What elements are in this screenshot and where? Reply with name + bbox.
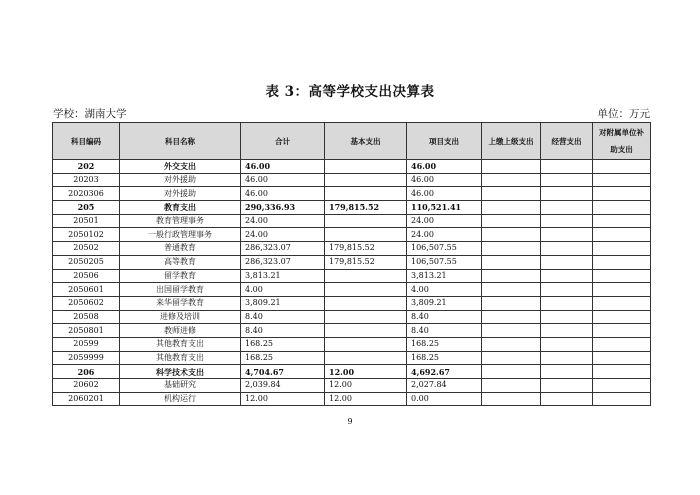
table-row [53,392,651,406]
cell-basic: 12.00 [325,365,407,379]
cell-project: 168.25 [407,337,482,351]
cell-code: 20508 [53,310,120,324]
cell-subsidy [593,269,651,283]
cell-subsidy [593,324,651,338]
cell-total: 4,704.67 [241,365,325,379]
cell-upper [482,283,541,297]
cell-upper [482,296,541,310]
table-row [53,160,651,174]
table-row [53,214,651,228]
cell-name: 一般行政管理事务 [120,228,241,242]
cell-total: 4.00 [241,283,325,297]
table-row [53,351,651,365]
cell-basic [325,351,407,365]
cell-project: 106,507.55 [407,255,482,269]
cell-subsidy [593,296,651,310]
col-header-upper: 上缴上级支出 [482,123,541,160]
col-header-name: 科目名称 [120,123,241,160]
cell-business [541,242,593,256]
cell-code: 20602 [53,379,120,393]
cell-name: 出国留学教育 [120,283,241,297]
cell-basic: 179,815.52 [325,255,407,269]
cell-name: 科学技术支出 [120,365,241,379]
cell-basic: 179,815.52 [325,242,407,256]
cell-business [541,337,593,351]
table-row [53,228,651,242]
header-row [53,123,651,160]
cell-basic [325,337,407,351]
cell-business [541,296,593,310]
cell-subsidy [593,365,651,379]
cell-project: 3,809.21 [407,296,482,310]
cell-project: 46.00 [407,160,482,174]
table-row [53,173,651,187]
table-row [53,283,651,297]
page-number: 9 [347,417,353,426]
cell-business [541,379,593,393]
cell-upper [482,310,541,324]
cell-project: 0.00 [407,392,482,406]
cell-name: 机构运行 [120,392,241,406]
cell-total: 168.25 [241,351,325,365]
cell-subsidy [593,187,651,201]
expenditure-table [52,122,651,406]
table-row [53,324,651,338]
cell-code: 2050601 [53,283,120,297]
cell-project: 4.00 [407,283,482,297]
cell-code: 20599 [53,337,120,351]
cell-code: 20506 [53,269,120,283]
cell-code: 2020306 [53,187,120,201]
cell-total: 12.00 [241,392,325,406]
cell-code: 205 [53,201,120,215]
cell-subsidy [593,242,651,256]
cell-name: 对外援助 [120,187,241,201]
cell-code: 2060201 [53,392,120,406]
cell-basic [325,160,407,174]
cell-name: 教育支出 [120,201,241,215]
cell-subsidy [593,173,651,187]
cell-business [541,283,593,297]
cell-total: 46.00 [241,173,325,187]
school-label: 学校：湖南大学 [53,108,127,120]
cell-project: 2,027.84 [407,379,482,393]
cell-upper [482,379,541,393]
cell-project: 24.00 [407,228,482,242]
cell-name: 教师进修 [120,324,241,338]
cell-total: 286,323.07 [241,255,325,269]
cell-name: 来华留学教育 [120,296,241,310]
cell-basic [325,324,407,338]
cell-total: 8.40 [241,324,325,338]
cell-upper [482,337,541,351]
cell-business [541,201,593,215]
cell-upper [482,160,541,174]
cell-project: 8.40 [407,310,482,324]
cell-business [541,187,593,201]
table-row [53,201,651,215]
col-header-code: 科目编码 [53,123,120,160]
cell-basic [325,187,407,201]
table-row [53,379,651,393]
cell-business [541,324,593,338]
cell-upper [482,187,541,201]
table-row [53,296,651,310]
cell-total: 24.00 [241,214,325,228]
cell-business [541,173,593,187]
cell-upper [482,201,541,215]
cell-total: 46.00 [241,187,325,201]
cell-business [541,269,593,283]
cell-name: 教育管理事务 [120,214,241,228]
cell-project: 3,813.21 [407,269,482,283]
table-row [53,242,651,256]
cell-basic [325,269,407,283]
table-row [53,365,651,379]
cell-code: 2050205 [53,255,120,269]
cell-code: 20203 [53,173,120,187]
cell-business [541,392,593,406]
cell-basic [325,296,407,310]
cell-name: 对外援助 [120,173,241,187]
cell-total: 290,336.93 [241,201,325,215]
cell-basic [325,310,407,324]
table-row [53,310,651,324]
cell-name: 外交支出 [120,160,241,174]
cell-name: 其他教育支出 [120,351,241,365]
cell-business [541,351,593,365]
cell-project: 24.00 [407,214,482,228]
cell-project: 46.00 [407,173,482,187]
col-header-total: 合计 [241,123,325,160]
cell-project: 4,692.67 [407,365,482,379]
cell-subsidy [593,351,651,365]
cell-code: 2050801 [53,324,120,338]
table-body [53,160,651,406]
cell-upper [482,255,541,269]
cell-upper [482,269,541,283]
cell-name: 普通教育 [120,242,241,256]
cell-total: 24.00 [241,228,325,242]
cell-name: 基础研究 [120,379,241,393]
unit-label: 单位：万元 [597,108,650,120]
table-title: 表 3：高等学校支出决算表 [265,84,435,100]
cell-subsidy [593,160,651,174]
cell-upper [482,351,541,365]
cell-code: 2050602 [53,296,120,310]
cell-total: 3,809.21 [241,296,325,310]
cell-basic [325,283,407,297]
cell-basic [325,214,407,228]
cell-upper [482,392,541,406]
cell-total: 168.25 [241,337,325,351]
cell-basic: 179,815.52 [325,201,407,215]
cell-total: 3,813.21 [241,269,325,283]
cell-business [541,214,593,228]
cell-code: 20502 [53,242,120,256]
cell-name: 进修及培训 [120,310,241,324]
col-header-subsidy: 对附属单位补助支出 [593,123,651,160]
cell-subsidy [593,214,651,228]
table-row [53,269,651,283]
cell-basic: 12.00 [325,392,407,406]
cell-code: 2059999 [53,351,120,365]
cell-code: 20501 [53,214,120,228]
cell-business [541,255,593,269]
cell-name: 留学教育 [120,269,241,283]
cell-total: 46.00 [241,160,325,174]
col-header-basic: 基本支出 [325,123,407,160]
cell-business [541,310,593,324]
cell-upper [482,173,541,187]
cell-code: 2050102 [53,228,120,242]
cell-subsidy [593,201,651,215]
cell-subsidy [593,255,651,269]
cell-subsidy [593,392,651,406]
cell-subsidy [593,379,651,393]
cell-total: 286,323.07 [241,242,325,256]
cell-project: 168.25 [407,351,482,365]
cell-upper [482,228,541,242]
cell-upper [482,324,541,338]
cell-upper [482,365,541,379]
table-row [53,255,651,269]
cell-business [541,365,593,379]
cell-upper [482,242,541,256]
col-header-business: 经营支出 [541,123,593,160]
cell-total: 8.40 [241,310,325,324]
cell-name: 高等教育 [120,255,241,269]
table-row [53,337,651,351]
cell-project: 8.40 [407,324,482,338]
cell-subsidy [593,310,651,324]
cell-project: 106,507.55 [407,242,482,256]
cell-business [541,160,593,174]
cell-basic: 12.00 [325,379,407,393]
cell-upper [482,214,541,228]
cell-business [541,228,593,242]
cell-name: 其他教育支出 [120,337,241,351]
cell-subsidy [593,337,651,351]
cell-subsidy [593,283,651,297]
cell-project: 110,521.41 [407,201,482,215]
cell-code: 202 [53,160,120,174]
cell-total: 2,039.84 [241,379,325,393]
col-header-project: 项目支出 [407,123,482,160]
cell-code: 206 [53,365,120,379]
cell-subsidy [593,228,651,242]
cell-basic [325,173,407,187]
cell-project: 46.00 [407,187,482,201]
table-row [53,187,651,201]
cell-basic [325,228,407,242]
